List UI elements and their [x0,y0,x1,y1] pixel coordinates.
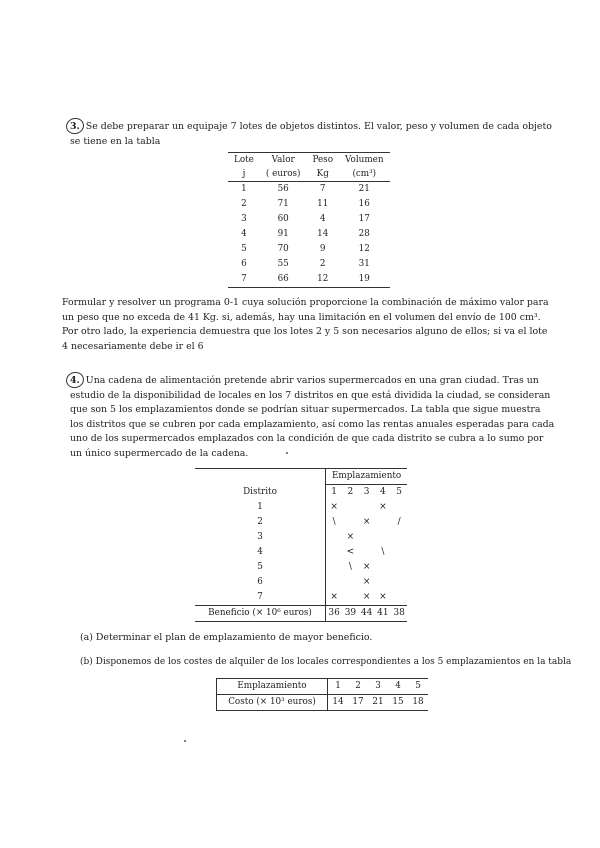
scan-speck [286,452,288,454]
table-row: 2 71 11 16 [241,199,370,209]
table-row: 5 70 9 12 [241,244,370,254]
table-row: 1 × × [195,500,407,515]
scan-speck [184,740,186,742]
table-header-row: Lote Valor Peso Volumen [228,153,390,168]
table-header-row: Distrito 1 2 3 4 5 [195,485,407,501]
problem-4-number: 4. [70,374,80,389]
cost-table [216,678,428,711]
benefit-row: Beneficio (× 10⁶ euros) 36 39 44 41 38 [195,606,407,622]
problem-4-part-a: (a) Determinar el plan de emplazamiento de mayor beneficio. [80,632,373,643]
table-row: 3 60 4 17 [241,214,370,224]
table-row: 7 × × × [195,590,407,606]
table-header-row: Emplazamiento [195,469,407,485]
table-row: 4 < \ [195,545,407,560]
table-row: 5 \ × [195,560,407,575]
table-row: Costo (× 10³ euros) 14 17 21 15 18 [217,695,429,711]
table-row: 3 × [195,530,407,545]
districts-table [195,468,407,622]
problem-3-number: 3. [70,120,80,135]
problem-3-statement: Formular y resolver un programa 0-1 cuya solución proporcione la combinación de máximo valor para un peso que no exceda de 41 Kg. si, además, hay una limitación en el volumen del envío de 100 cm³. Por otro lado, la experiencia demuestra que los lotes 2 y 5 son necesarios alguno de ellos; si va el lote 4 necesariamente debe ir el 6 [62,297,549,352]
table-row: 4 91 14 28 [241,229,370,239]
table-row: 6 × [195,575,407,590]
table-row: 1 56 7 21 [241,184,370,194]
problem-3-intro: 3. Se debe preparar un equipaje 7 lotes de objetos distintos. El valor, peso y volumen de cada objeto se tiene en la tabla [70,120,556,149]
objects-table [228,152,390,288]
table-row: 7 66 12 19 [228,272,390,288]
problem-4-part-b: (b) Disponemos de los costes de alquiler de los locales correspondientes a los 5 emplazamientos en la tabla [80,657,572,667]
table-row: 2 \ × / [195,515,407,530]
problem-4-intro: 4. Una cadena de alimentación pretende abrir varios supermercados en una gran ciudad. Tras un estudio de la disponibilidad de locales en los 7 distritos en que está dividida la ciudad, se consideran que son 5 los emplazamientos donde se podrían situar supermercados. La tabla que sigue muestra los distritos que se cubren por cada emplazamiento, así como las rentas anuales esperadas para cada uno de los supermercados emplazados con la condición de que cada distrito se cubra a lo sumo por un único supermercado de la cadena. [70,374,556,461]
table-row: Emplazamiento 1 2 3 4 5 [217,679,429,695]
table-header-row: j ( euros) Kg (cm³) [228,167,390,182]
table-row: 6 55 2 31 [241,259,370,269]
